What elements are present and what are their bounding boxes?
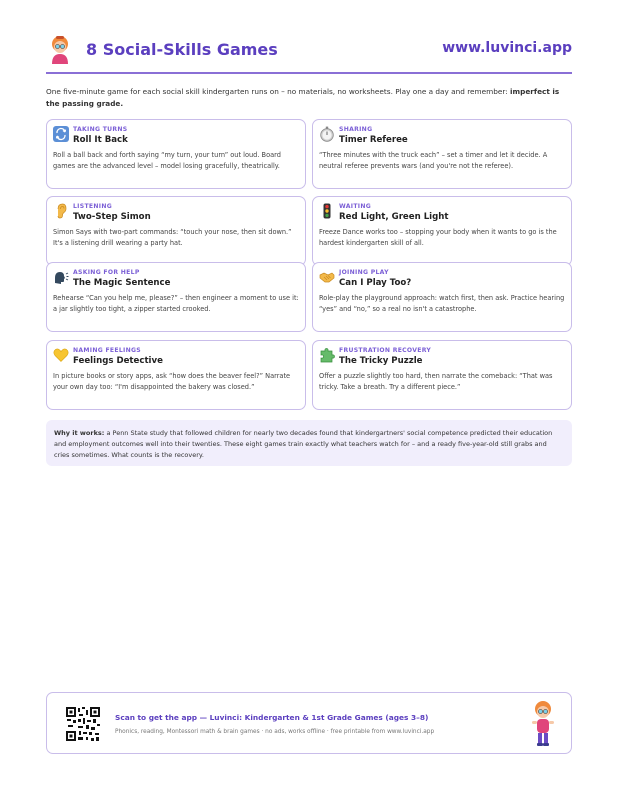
- stopwatch-icon: [319, 126, 335, 142]
- card-body: Role-play the playground approach: watch first, then ask. Practice hearing “yes” and “no,” so a real no isn't a catastrophe.: [319, 294, 565, 313]
- intro-text: One five-minute game for each social skill kindergarten runs on – no materials, no worksheets. Play one a day and remember:: [46, 87, 508, 96]
- mascot-character-icon: [529, 699, 557, 749]
- intro-bold-text: imperfect is the passing grade.: [46, 87, 560, 108]
- page-title: 8 Social-Skills Games: [86, 40, 278, 59]
- scan-app-text: Scan to get the app — Luvinci: Kindergarten & 1st Grade Games (ages 3–8): [115, 713, 429, 722]
- footer-subtext: Phonics, reading, Montessori math & brain games · no ads, works offline · free printable from www.luvinci.app: [115, 729, 435, 735]
- ear-icon: [53, 203, 69, 219]
- handshake-icon: [319, 269, 335, 285]
- card-category: WAITING: [339, 203, 372, 210]
- page-header: [46, 32, 572, 72]
- card-body: Simon Says with two-part commands: “touch your nose, then sit down.” It's a listening drill wearing a party hat.: [53, 228, 292, 247]
- game-card-frustration-recovery: [312, 340, 572, 410]
- game-card-asking-for-help: [46, 262, 306, 332]
- intro-paragraph: [46, 86, 572, 110]
- game-card-naming-feelings: [46, 340, 306, 410]
- card-title: Can I Play Too?: [339, 278, 412, 288]
- card-body: In picture books or story apps, ask “how does the beaver feel?” Narrate your own day too: “I'm disappointed the bakery was closed.”: [53, 372, 291, 391]
- card-title: Red Light, Green Light: [339, 212, 449, 222]
- card-title: The Tricky Puzzle: [339, 356, 423, 366]
- why-text: a Penn State study that followed children for nearly two decades found that kindergartners' social competence predicted their education and employment outcomes well into their twenties. These eight games train exactly what teachers watch for – and a ready five-year-old still grabs and cries sometimes. What counts is the recovery.: [54, 429, 553, 459]
- qr-code-icon[interactable]: [65, 706, 101, 742]
- mascot-logo-icon: [46, 34, 74, 64]
- card-title: Feelings Detective: [73, 356, 163, 366]
- game-card-joining-play: [312, 262, 572, 332]
- card-category: NAMING FEELINGS: [73, 347, 141, 354]
- card-title: Timer Referee: [339, 135, 408, 145]
- card-category: JOINING PLAY: [339, 269, 389, 276]
- why-it-works-panel: [46, 420, 572, 466]
- footer-app-promo: [46, 692, 572, 754]
- card-body: Roll a ball back and forth saying “my turn, your turn” out loud. Board games are the advanced level – model losing gracefully, theatrically.: [53, 151, 281, 170]
- card-body: Rehearse “Can you help me, please?” – then engineer a moment to use it: a jar slightly too tight, a zipper started crooked.: [53, 294, 299, 313]
- repeat-arrows-icon: [53, 126, 69, 142]
- speaking-head-icon: [53, 269, 69, 285]
- why-lead: Why it works:: [54, 429, 105, 437]
- game-card-listening: [46, 196, 306, 266]
- game-card-waiting: [312, 196, 572, 266]
- card-category: TAKING TURNS: [73, 126, 128, 133]
- card-category: FRUSTRATION RECOVERY: [339, 347, 432, 354]
- card-body: Offer a puzzle slightly too hard, then narrate the comeback: “That was tricky. Take a breath. Try a different piece.”: [319, 372, 553, 391]
- card-body: “Three minutes with the truck each” – set a timer and let it decide. A neutral referee prevents wars (and you're not the referee).: [319, 151, 548, 170]
- card-title: Two-Step Simon: [73, 212, 151, 222]
- card-body: Freeze Dance works too – stopping your body when it wants to go is the hardest kindergarten skill of all.: [319, 228, 557, 247]
- card-category: LISTENING: [73, 203, 113, 210]
- card-category: SHARING: [339, 126, 373, 133]
- game-card-sharing: [312, 119, 572, 189]
- card-title: The Magic Sentence: [73, 278, 171, 288]
- header-divider: [46, 72, 572, 74]
- puzzle-piece-icon: [319, 347, 335, 363]
- card-title: Roll It Back: [73, 135, 128, 145]
- traffic-light-icon: [319, 203, 335, 219]
- card-category: ASKING FOR HELP: [73, 269, 140, 276]
- game-card-taking-turns: [46, 119, 306, 189]
- site-link[interactable]: www.luvinci.app: [442, 40, 572, 56]
- yellow-heart-icon: [53, 347, 69, 363]
